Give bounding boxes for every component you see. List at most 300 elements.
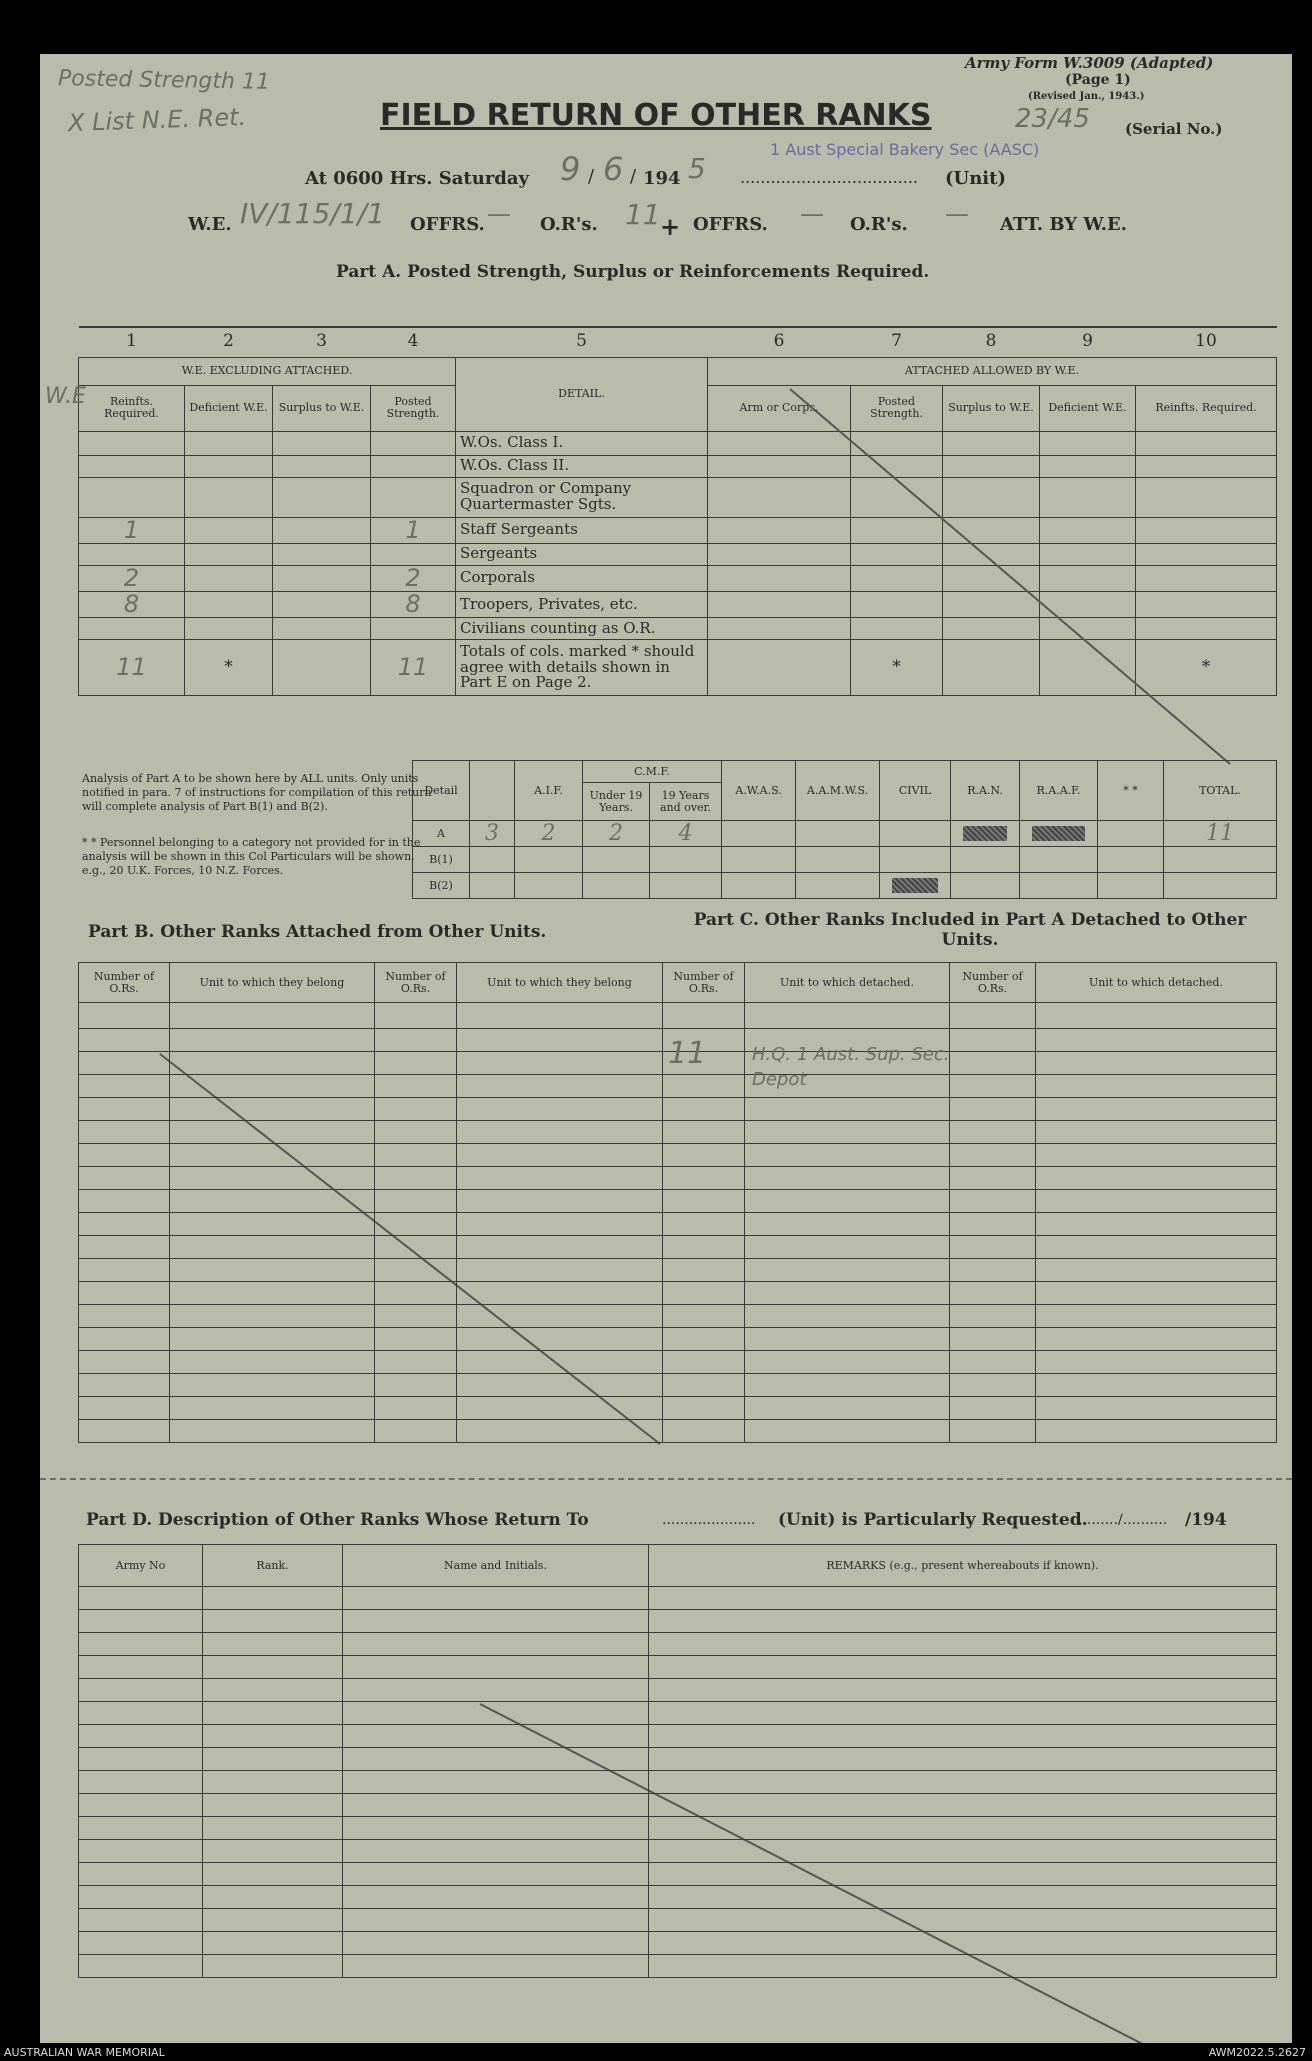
entry-cell [649, 1955, 1277, 1978]
part-d-row [79, 1656, 1277, 1679]
part-b-c-row [79, 1236, 1277, 1259]
posted-cell: 1 [371, 517, 456, 543]
analysis-blank-head [470, 761, 515, 821]
analysis-value: 2 [515, 821, 583, 847]
entry-cell [79, 1213, 170, 1236]
unit-dots: ................................... [740, 168, 919, 187]
entry-cell [1036, 1121, 1277, 1144]
part-b-c-row [79, 1282, 1277, 1305]
entry-cell [457, 1144, 663, 1167]
entry-cell [663, 1190, 745, 1213]
entry-cell [1036, 1259, 1277, 1282]
subhead-arm: Arm or Corps. [708, 385, 851, 431]
detail-cell: Troopers, Privates, etc. [456, 591, 708, 617]
entry-cell [1036, 1052, 1277, 1075]
analysis-value [1164, 873, 1277, 899]
form-sheet [40, 54, 1292, 2043]
entry-cell [457, 1167, 663, 1190]
entry-cell [343, 1932, 649, 1955]
entry-cell [745, 1003, 950, 1029]
entry-cell [649, 1633, 1277, 1656]
entry-cell [203, 1633, 343, 1656]
entry-cell [1036, 1098, 1277, 1121]
entry-cell [950, 1328, 1036, 1351]
detail-cell: Corporals [456, 565, 708, 591]
entry-cell [663, 1003, 745, 1029]
analysis-row-label: A [413, 821, 470, 847]
part-d-row [79, 1886, 1277, 1909]
entry-cell [203, 1725, 343, 1748]
page-title: FIELD RETURN OF OTHER RANKS [380, 98, 932, 133]
entry-cell [663, 1397, 745, 1420]
entry-cell [170, 1190, 375, 1213]
entry-cell [79, 1840, 203, 1863]
entry-cell [950, 1121, 1036, 1144]
analysis-value [1020, 847, 1098, 873]
attached-heading: ATTACHED ALLOWED BY W.E. [708, 357, 1277, 385]
entry-cell [343, 1679, 649, 1702]
detail-cell: W.Os. Class II. [456, 455, 708, 477]
part-c-heading: Part C. Other Ranks Included in Part A Detached to Other Units. [693, 910, 1247, 951]
entry-cell [663, 1075, 745, 1098]
entry-cell [663, 1351, 745, 1374]
entry-cell [950, 1029, 1036, 1052]
entry-cell [343, 1817, 649, 1840]
entry-cell [343, 1863, 649, 1886]
entry-cell [343, 1702, 649, 1725]
analysis-aif-head: A.I.F. [515, 761, 583, 821]
part-d-head-army-no: Army No [79, 1545, 203, 1587]
subhead-posted: Posted Strength. [371, 385, 456, 431]
entry-cell [457, 1098, 663, 1121]
entry-cell [79, 1610, 203, 1633]
entry-cell [375, 1098, 457, 1121]
entry-cell [170, 1374, 375, 1397]
entry-cell [649, 1886, 1277, 1909]
part-d-row [79, 1633, 1277, 1656]
analysis-value [880, 847, 951, 873]
entry-cell [649, 1610, 1277, 1633]
entry-cell [745, 1098, 950, 1121]
entry-cell [170, 1259, 375, 1282]
entry-cell [203, 1702, 343, 1725]
part-c-entry-unit: H.Q. 1 Aust. Sup. Sec. Depot [752, 1044, 950, 1091]
unit-label: (Unit) [945, 168, 1006, 189]
entry-cell [663, 1420, 745, 1443]
entry-cell [375, 1305, 457, 1328]
subhead-surplus-att: Surplus to W.E. [943, 385, 1040, 431]
entry-cell [950, 1098, 1036, 1121]
entry-cell [375, 1282, 457, 1305]
analysis-value [722, 821, 796, 847]
entry-cell [1036, 1167, 1277, 1190]
entry-cell [745, 1351, 950, 1374]
entry-cell [170, 1052, 375, 1075]
entry-cell [79, 1656, 203, 1679]
analysis-value [583, 847, 650, 873]
entry-cell [745, 1213, 950, 1236]
entry-cell [1036, 1003, 1277, 1029]
entry-cell [79, 1725, 203, 1748]
entry-cell [79, 1374, 170, 1397]
part-b-c-row [79, 1305, 1277, 1328]
form-page: (Page 1) [1065, 72, 1131, 88]
analysis-detail-head: Detail [413, 761, 470, 821]
entry-cell [203, 1587, 343, 1610]
analysis-total-head: TOTAL. [1164, 761, 1277, 821]
entry-cell [649, 1909, 1277, 1932]
analysis-value [880, 821, 951, 847]
date-year: 194 [643, 168, 681, 189]
entry-cell [457, 1121, 663, 1144]
entry-cell [375, 1144, 457, 1167]
entry-cell [950, 1420, 1036, 1443]
part-b-c-row [79, 1098, 1277, 1121]
part-d-row [79, 1794, 1277, 1817]
entry-cell [375, 1397, 457, 1420]
part-c-head-unit-2: Unit to which detached. [1036, 963, 1277, 1003]
detail-heading: DETAIL. [456, 357, 708, 431]
analysis-value [796, 847, 880, 873]
entry-cell [79, 1144, 170, 1167]
entry-cell [79, 1098, 170, 1121]
part-d-row [79, 1817, 1277, 1840]
subhead-reinfts-att: Reinfts. Required. [1136, 385, 1277, 431]
part-b-c-row [79, 1121, 1277, 1144]
entry-cell [1036, 1213, 1277, 1236]
analysis-19over-head: 19 Years and over. [650, 783, 722, 821]
part-b-c-row [79, 1351, 1277, 1374]
entry-cell [745, 1167, 950, 1190]
analysis-value [951, 821, 1020, 847]
ors2-label: O.R's. [850, 214, 908, 235]
footer-credit: AUSTRALIAN WAR MEMORIAL [4, 2046, 165, 2059]
analysis-value [722, 847, 796, 873]
subhead-surplus: Surplus to W.E. [273, 385, 371, 431]
entry-cell [457, 1328, 663, 1351]
entry-cell [170, 1144, 375, 1167]
offrs-value: — [487, 200, 511, 228]
entry-cell [1036, 1075, 1277, 1098]
analysis-row [413, 873, 1277, 899]
analysis-row [413, 821, 1277, 847]
entry-cell [950, 1397, 1036, 1420]
entry-cell [79, 1420, 170, 1443]
entry-cell [745, 1121, 950, 1144]
entry-cell [745, 1328, 950, 1351]
entry-cell [745, 1305, 950, 1328]
entry-cell [745, 1190, 950, 1213]
entry-cell [663, 1144, 745, 1167]
entry-cell [170, 1121, 375, 1144]
offrs2-value: — [800, 200, 824, 228]
part-b-heading: Part B. Other Ranks Attached from Other Units. [88, 922, 547, 942]
reinfts-cell: 11 [79, 640, 185, 696]
part-b-c-row [79, 1397, 1277, 1420]
entry-cell [375, 1351, 457, 1374]
margin-note-2: X List N.E. Ret. [67, 102, 247, 138]
entry-cell [1036, 1420, 1277, 1443]
entry-cell [375, 1374, 457, 1397]
entry-cell [79, 1679, 203, 1702]
part-b-head-unit-2: Unit to which they belong [457, 963, 663, 1003]
entry-cell [203, 1610, 343, 1633]
entry-cell [79, 1633, 203, 1656]
posted-cell: 2 [371, 565, 456, 591]
entry-cell [203, 1656, 343, 1679]
deficient-cell: * [185, 640, 273, 696]
subhead-posted-att: Posted Strength. [851, 385, 943, 431]
entry-cell [649, 1679, 1277, 1702]
entry-cell [79, 1075, 170, 1098]
analysis-value [583, 873, 650, 899]
entry-cell [649, 1817, 1277, 1840]
entry-cell [343, 1656, 649, 1679]
analysis-ran-head: R.A.N. [951, 761, 1020, 821]
part-d-heading-2: (Unit) is Particularly Requested. [778, 1510, 1088, 1530]
analysis-value [796, 821, 880, 847]
entry-cell [170, 1003, 375, 1029]
entry-cell [649, 1656, 1277, 1679]
entry-cell [457, 1420, 663, 1443]
ors2-value: — [945, 200, 969, 228]
entry-cell [79, 1886, 203, 1909]
entry-cell [375, 1420, 457, 1443]
part-d-row [79, 1725, 1277, 1748]
entry-cell [457, 1282, 663, 1305]
analysis-row [413, 847, 1277, 873]
entry-cell [649, 1702, 1277, 1725]
posted-cell: 11 [371, 640, 456, 696]
entry-cell [79, 1817, 203, 1840]
serial-value: 23/45 [1015, 104, 1090, 134]
entry-cell [375, 1167, 457, 1190]
entry-cell [79, 1863, 203, 1886]
we-label: W.E. [188, 214, 232, 235]
entry-cell [170, 1167, 375, 1190]
entry-cell [343, 1748, 649, 1771]
reinfts-cell: 1 [79, 517, 185, 543]
entry-cell [663, 1374, 745, 1397]
part-d-head-rank: Rank. [203, 1545, 343, 1587]
subhead-reinfts: Reinfts. Required. [79, 385, 185, 431]
analysis-value [1098, 873, 1164, 899]
entry-cell [79, 1029, 170, 1052]
entry-cell [457, 1397, 663, 1420]
entry-cell [203, 1932, 343, 1955]
part-d-row [79, 1702, 1277, 1725]
analysis-value [880, 873, 951, 899]
entry-cell [79, 1003, 170, 1029]
entry-cell [170, 1328, 375, 1351]
footer-accession: AWM2022.5.2627 [1208, 2046, 1306, 2059]
analysis-value [1164, 847, 1277, 873]
entry-cell [203, 1679, 343, 1702]
entry-cell [663, 1328, 745, 1351]
entry-cell [375, 1075, 457, 1098]
entry-cell [343, 1794, 649, 1817]
entry-cell [375, 1052, 457, 1075]
entry-cell [457, 1190, 663, 1213]
entry-cell [950, 1213, 1036, 1236]
entry-cell [79, 1282, 170, 1305]
unit-stamp: 1 Aust Special Bakery Sec (AASC) [770, 140, 1040, 159]
part-b-c-row [79, 1144, 1277, 1167]
analysis-value [951, 873, 1020, 899]
entry-cell [663, 1282, 745, 1305]
entry-cell [79, 1052, 170, 1075]
entry-cell [343, 1955, 649, 1978]
entry-cell [203, 1794, 343, 1817]
entry-cell [950, 1305, 1036, 1328]
entry-cell [170, 1282, 375, 1305]
part-d-dots: ..................... [662, 1512, 756, 1528]
subhead-deficient-att: Deficient W.E. [1040, 385, 1136, 431]
entry-cell [649, 1725, 1277, 1748]
entry-cell [950, 1282, 1036, 1305]
we-value: IV/115/1/1 [240, 197, 385, 230]
ors-value: 11 [625, 198, 661, 231]
entry-cell [663, 1305, 745, 1328]
part-d-heading: Part D. Description of Other Ranks Whose Return To [86, 1510, 589, 1530]
analysis-value [1098, 847, 1164, 873]
entry-cell [343, 1886, 649, 1909]
entry-cell [457, 1029, 663, 1052]
part-c-entry-number: 11 [668, 1036, 707, 1071]
part-d-row [79, 1771, 1277, 1794]
entry-cell [375, 1259, 457, 1282]
entry-cell [649, 1932, 1277, 1955]
part-b-c-row [79, 1003, 1277, 1029]
entry-cell [950, 1144, 1036, 1167]
entry-cell [457, 1052, 663, 1075]
entry-cell [950, 1351, 1036, 1374]
entry-cell [203, 1748, 343, 1771]
entry-cell [649, 1794, 1277, 1817]
date-day: 9 [560, 150, 581, 188]
entry-cell [649, 1748, 1277, 1771]
entry-cell [343, 1840, 649, 1863]
entry-cell [1036, 1305, 1277, 1328]
part-d-row [79, 1955, 1277, 1978]
part-b-c-row [79, 1374, 1277, 1397]
analysis-table [412, 760, 1277, 899]
entry-cell [950, 1003, 1036, 1029]
entry-cell [79, 1328, 170, 1351]
analysis-under19-head: Under 19 Years. [583, 783, 650, 821]
entry-cell [1036, 1236, 1277, 1259]
analysis-value [470, 873, 515, 899]
entry-cell [375, 1236, 457, 1259]
analysis-value [650, 847, 722, 873]
part-b-c-row [79, 1167, 1277, 1190]
entry-cell [79, 1397, 170, 1420]
entry-cell [79, 1955, 203, 1978]
posted-cell: 8 [371, 591, 456, 617]
analysis-value [650, 873, 722, 899]
entry-cell [375, 1121, 457, 1144]
part-d-row [79, 1840, 1277, 1863]
perforation-line [40, 1478, 1292, 1480]
part-d-row [79, 1932, 1277, 1955]
entry-cell [1036, 1190, 1277, 1213]
entry-cell [170, 1397, 375, 1420]
entry-cell [203, 1909, 343, 1932]
entry-cell [649, 1863, 1277, 1886]
entry-cell [950, 1236, 1036, 1259]
entry-cell [203, 1840, 343, 1863]
entry-cell [457, 1259, 663, 1282]
date-month: 6 [603, 150, 624, 188]
part-b-c-row [79, 1328, 1277, 1351]
reinfts-cell: 2 [79, 565, 185, 591]
entry-cell [375, 1190, 457, 1213]
part-b-c-row [79, 1420, 1277, 1443]
part-d-row [79, 1909, 1277, 1932]
form-revised: (Revised Jan., 1943.) [1028, 91, 1145, 102]
part-d-row [79, 1863, 1277, 1886]
entry-cell [343, 1725, 649, 1748]
part-c-head-number-2: Number of O.Rs. [950, 963, 1036, 1003]
analysis-row-label: B(1) [413, 847, 470, 873]
entry-cell [457, 1075, 663, 1098]
analysis-value [470, 847, 515, 873]
we-mark: W.E [45, 384, 86, 409]
entry-cell [950, 1167, 1036, 1190]
analysis-note-2: * * Personnel belonging to a category not provided for in the analysis will be shown in this Col Particulars will be shown, e.g., 20 U.K. Forces, 10 N.Z. Forces. [82, 836, 421, 877]
entry-cell [663, 1121, 745, 1144]
offrs2-label: OFFRS. [693, 214, 768, 235]
entry-cell [457, 1213, 663, 1236]
analysis-value [722, 873, 796, 899]
analysis-value [1098, 821, 1164, 847]
entry-cell [663, 1259, 745, 1282]
entry-cell [170, 1213, 375, 1236]
entry-cell [950, 1190, 1036, 1213]
entry-cell [343, 1610, 649, 1633]
entry-cell [663, 1098, 745, 1121]
detail-cell: Squadron or Company Quartermaster Sgts. [456, 477, 708, 517]
part-d-table [78, 1544, 1277, 1978]
detail-cell: Sergeants [456, 543, 708, 565]
analysis-value: 11 [1164, 821, 1277, 847]
entry-cell [79, 1771, 203, 1794]
entry-cell [79, 1351, 170, 1374]
entry-cell [203, 1886, 343, 1909]
entry-cell [79, 1236, 170, 1259]
analysis-value [515, 847, 583, 873]
entry-cell [950, 1052, 1036, 1075]
reinfts-cell: 8 [79, 591, 185, 617]
part-b-head-number-2: Number of O.Rs. [375, 963, 457, 1003]
entry-cell [375, 1213, 457, 1236]
entry-cell [663, 1213, 745, 1236]
entry-cell [649, 1771, 1277, 1794]
analysis-value [515, 873, 583, 899]
analysis-other-head: * * [1098, 761, 1164, 821]
analysis-note-1: Analysis of Part A to be shown here by ALL units. Only units notified in para. 7 of instructions for compilation of this return will complete analysis of Part B(1) and B(2). [82, 772, 432, 813]
entry-cell [79, 1932, 203, 1955]
entry-cell [343, 1771, 649, 1794]
entry-cell [79, 1121, 170, 1144]
entry-cell [745, 1259, 950, 1282]
entry-cell [79, 1190, 170, 1213]
we-excluding-heading: W.E. EXCLUDING ATTACHED. [79, 357, 456, 385]
part-d-head-name: Name and Initials. [343, 1545, 649, 1587]
entry-cell [203, 1771, 343, 1794]
part-b-c-row [79, 1190, 1277, 1213]
analysis-value: 2 [583, 821, 650, 847]
